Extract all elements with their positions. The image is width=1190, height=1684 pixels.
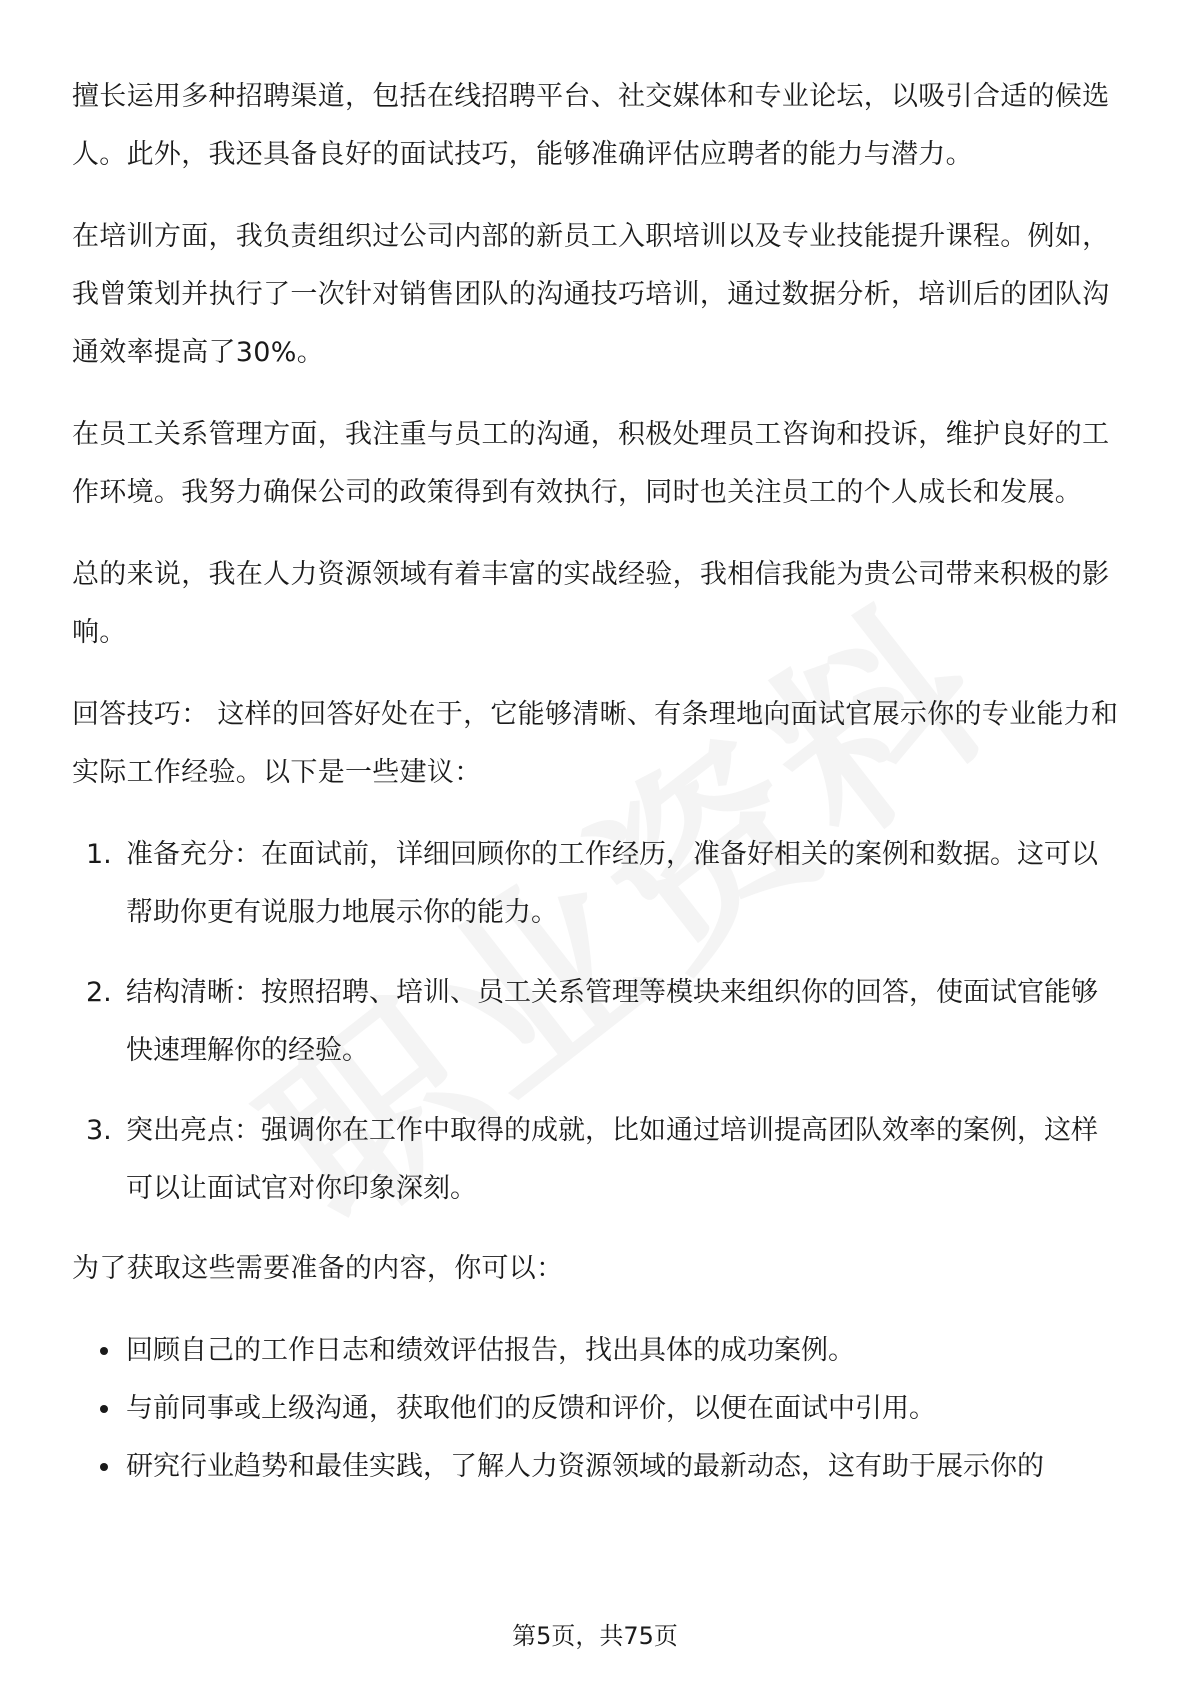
tip-number: 3. <box>86 1115 112 1146</box>
paragraph-training: 在培训方面，我负责组织过公司内部的新员工入职培训以及专业技能提升课程。例如，我曾策划并执行了一次针对销售团队的沟通技巧培训，通过数据分析，培训后的团队沟通效率提高了30%。 <box>72 221 1110 368</box>
paragraph-recruiting: 擅长运用多种招聘渠道，包括在线招聘平台、社交媒体和专业论坛，以吸引合适的候选人。此外，我还具备良好的面试技巧，能够准确评估应聘者的能力与潜力。 <box>72 81 1110 170</box>
prep-item-text: 研究行业趋势和最佳实践，了解人力资源领域的最新动态，这有助于展示你的 <box>126 1451 1044 1482</box>
prep-item <box>72 1322 1124 1380</box>
prep-item <box>72 1438 1124 1496</box>
bullet-icon <box>100 1463 108 1471</box>
page-content <box>72 68 1124 1496</box>
paragraph-employee-relations: 在员工关系管理方面，我注重与员工的沟通，积极处理员工咨询和投诉，维护良好的工作环境。我努力确保公司的政策得到有效执行，同时也关注员工的个人成长和发展。 <box>72 419 1110 508</box>
bullet-icon <box>100 1347 108 1355</box>
tip-item <box>72 964 1124 1080</box>
prep-item-text: 与前同事或上级沟通，获取他们的反馈和评价，以便在面试中引用。 <box>126 1393 936 1424</box>
tip-item <box>72 826 1124 942</box>
bullet-icon <box>100 1405 108 1413</box>
prep-list <box>72 1322 1124 1496</box>
paragraph-summary: 总的来说，我在人力资源领域有着丰富的实战经验，我相信我能为贵公司带来积极的影响。 <box>72 559 1110 648</box>
tips-list <box>72 826 1124 1218</box>
prep-item <box>72 1380 1124 1438</box>
tip-text: 突出亮点：强调你在工作中取得的成就，比如通过培训提高团队效率的案例，这样可以让面试官对你印象深刻。 <box>126 1115 1098 1204</box>
tip-number: 2. <box>86 977 112 1008</box>
tip-text: 准备充分：在面试前，详细回顾你的工作经历，准备好相关的案例和数据。这可以帮助你更有说服力地展示你的能力。 <box>126 839 1098 928</box>
tip-item <box>72 1102 1124 1218</box>
paragraph-prep-intro: 为了获取这些需要准备的内容，你可以： <box>72 1253 564 1284</box>
tip-text: 结构清晰：按照招聘、培训、员工关系管理等模块来组织你的回答，使面试官能够快速理解你的经验。 <box>126 977 1098 1066</box>
tip-number: 1. <box>86 839 112 870</box>
prep-item-text: 回顾自己的工作日志和绩效评估报告，找出具体的成功案例。 <box>126 1335 855 1366</box>
paragraph-answer-tips: 回答技巧： 这样的回答好处在于，它能够清晰、有条理地向面试官展示你的专业能力和实际工作经验。以下是一些建议： <box>72 699 1119 788</box>
page-footer: 第5页，共75页 <box>512 1622 678 1650</box>
